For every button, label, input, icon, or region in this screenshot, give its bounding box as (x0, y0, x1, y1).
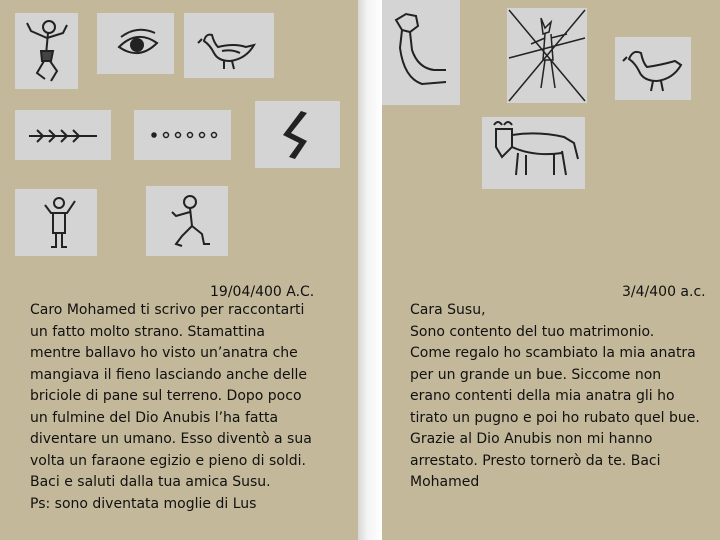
letter-date: 19/04/400 A.C. (210, 284, 315, 300)
duck-glyph (184, 13, 274, 78)
dots-glyph (134, 110, 231, 160)
left-letter-panel (0, 0, 358, 540)
kneeling-man-glyph (146, 186, 228, 256)
letter-line: tirato un pugno e poi ho rubato quel bue. (410, 409, 700, 426)
letter-line: Sono contento del tuo matrimonio. (410, 323, 655, 340)
letter-line: un fulmine del Dio Anubis l’ha fatta (30, 409, 279, 426)
letter-line: Baci e saluti dalla tua amica Susu. (30, 474, 271, 490)
right-letter-panel (382, 0, 720, 540)
dancer-glyph (15, 13, 78, 89)
letter-body (30, 300, 312, 515)
letter-line: diventare un umano. Esso diventò a sua (30, 431, 312, 447)
letter-line: mentre ballavo ho visto un’anatra che (30, 345, 298, 361)
letter-body (410, 300, 700, 494)
letter-line: mangiava il fieno lasciando anche delle (30, 366, 307, 383)
page-divider (358, 0, 382, 540)
ox-glyph (482, 117, 585, 189)
branch-glyph (15, 110, 111, 160)
letter-date: 3/4/400 a.c. (622, 284, 706, 300)
letter-line: Caro Mohamed ti scrivo per raccontarti (30, 302, 305, 318)
zigzag-glyph (255, 101, 340, 168)
letter-line: arrestato. Presto tornerò da te. Baci (410, 452, 661, 469)
letter-line: Mohamed (410, 474, 480, 490)
fist-arm-glyph (382, 0, 460, 105)
letter-line: Ps: sono diventata moglie di Lus (30, 495, 257, 512)
duck-glyph (615, 37, 691, 100)
letter-line: Cara Susu, (410, 302, 486, 318)
letter-line: Come regalo ho scambiato la mia anatra (410, 345, 696, 361)
eye-glyph (97, 13, 174, 74)
letter-line: briciole di pane sul terreno. Dopo poco (30, 388, 302, 404)
anubis-figure-glyph (507, 8, 587, 103)
letter-line: volta un faraone egizio e pieno di soldi. (30, 452, 306, 469)
letter-line: erano contenti della mia anatra gli ho (410, 388, 675, 404)
figure-glyph (15, 189, 97, 256)
letter-line: Grazie al Dio Anubis non mi hanno (410, 431, 653, 447)
letter-line: un fatto molto strano. Stamattina (30, 323, 265, 340)
letter-line: per un grande un bue. Siccome non (410, 366, 662, 383)
